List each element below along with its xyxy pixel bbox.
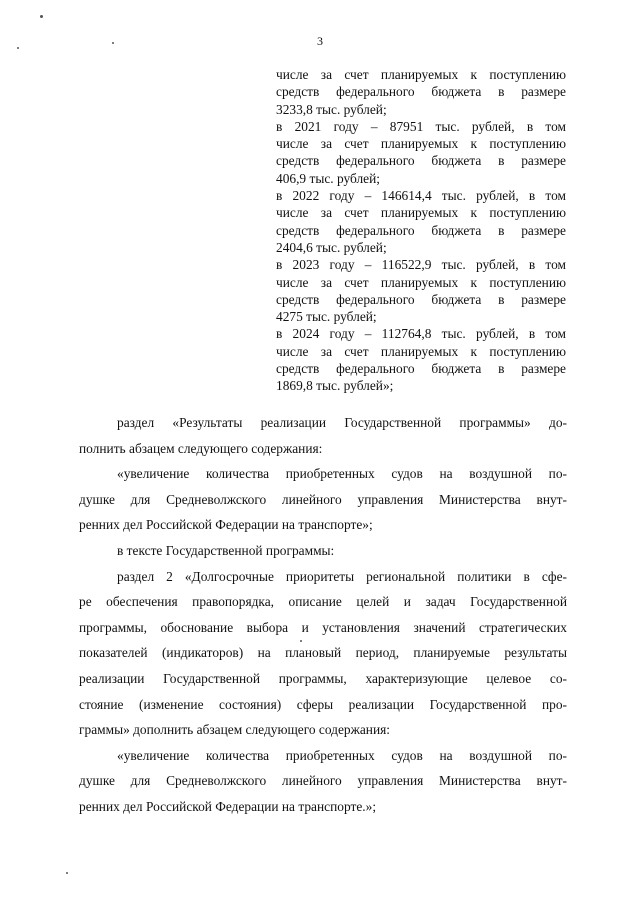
text-line: полнить абзацем следующего содержания: — [79, 440, 323, 456]
text-line: программы, обоснование выбора и установления значений стратегических — [79, 619, 567, 635]
text-line: реализации Государственной программы, характеризующие целевое со- — [79, 670, 567, 686]
budget-line: 4275 тыс. рублей; — [276, 309, 377, 325]
scan-speck — [300, 640, 302, 642]
page-number: 3 — [317, 34, 323, 48]
budget-line: в 2023 году – 116522,9 тыс. рублей, в том — [276, 257, 566, 273]
text-line: в тексте Государственной программы: — [117, 542, 335, 558]
text-line: раздел 2 «Долгосрочные приоритеты региональной политики в сфе- — [117, 568, 567, 584]
budget-line: числе за счет планируемых к поступлению — [276, 205, 566, 221]
text-line: стояние (изменение состояния) сферы реализации Государственной про- — [79, 696, 567, 712]
budget-line: средств федерального бюджета в размере — [276, 361, 566, 377]
budget-line: 406,9 тыс. рублей; — [276, 170, 380, 186]
text-line: раздел «Результаты реализации Государственной программы» до- — [117, 415, 567, 430]
budget-line: числе за счет планируемых к поступлению — [276, 136, 566, 152]
scan-speck — [17, 47, 19, 49]
text-line: ренних дел Российской Федерации на транспорте»; — [79, 517, 373, 533]
budget-line: 3233,8 тыс. рублей; — [276, 101, 387, 117]
budget-line: 2404,6 тыс. рублей; — [276, 239, 387, 255]
budget-line: средств федерального бюджета в размере — [276, 153, 566, 169]
scan-speck — [112, 42, 114, 44]
budget-line: в 2022 году – 146614,4 тыс. рублей, в том — [276, 188, 566, 204]
budget-line: средств федерального бюджета в размере — [276, 291, 566, 307]
budget-line: средств федерального бюджета в размере — [276, 84, 566, 100]
budget-allocation-block — [276, 66, 566, 395]
budget-line: числе за счет планируемых к поступлению — [276, 343, 566, 359]
text-line: «увеличение количества приобретенных судов на воздушной по- — [117, 747, 567, 763]
budget-line: 1869,8 тыс. рублей»; — [276, 378, 394, 394]
budget-line: числе за счет планируемых к поступлению — [276, 67, 566, 82]
budget-line: в 2021 году – 87951 тыс. рублей, в том — [276, 118, 566, 134]
budget-line: средств федерального бюджета в размере — [276, 222, 566, 238]
text-line: ре обеспечения правопорядка, описание целей и задач Государственной — [79, 594, 567, 610]
text-line: «увеличение количества приобретенных судов на воздушной по- — [117, 466, 567, 482]
budget-line: числе за счет планируемых к поступлению — [276, 274, 566, 290]
text-line: душке для Средневолжского линейного управления Министерства внут- — [79, 491, 567, 507]
text-line: душке для Средневолжского линейного управления Министерства внут- — [79, 773, 567, 789]
budget-line: в 2024 году – 112764,8 тыс. рублей, в том — [276, 326, 566, 342]
text-line: ренних дел Российской Федерации на транспорте.»; — [79, 798, 377, 814]
text-line: граммы» дополнить абзацем следующего содержания: — [79, 722, 391, 738]
text-line: показателей (индикаторов) на плановый период, планируемые результаты — [79, 645, 567, 661]
scan-speck — [40, 15, 43, 18]
scan-speck — [66, 872, 68, 874]
main-text-body — [79, 410, 567, 820]
